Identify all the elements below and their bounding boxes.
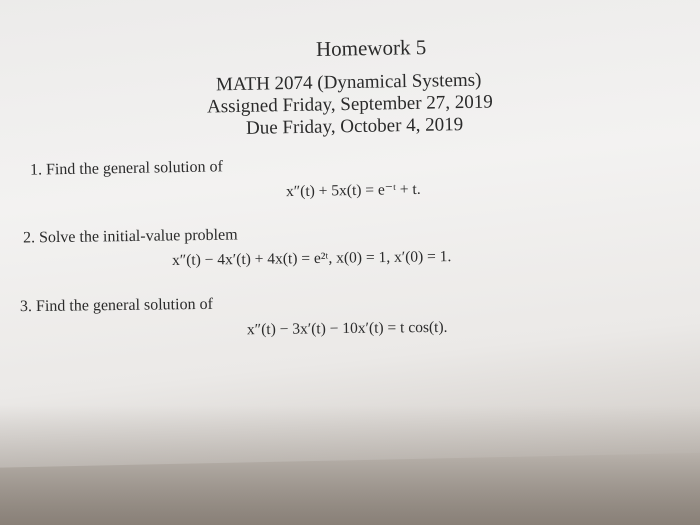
- problem-2-label: 2. Solve the initial-value problem: [22, 226, 238, 247]
- course-name: MATH 2074 (Dynamical Systems): [215, 69, 482, 96]
- problem-1-label: 1. Find the general solution of: [29, 158, 223, 179]
- document-title: Homework 5: [315, 35, 427, 61]
- due-date: Due Friday, October 4, 2019: [245, 114, 464, 139]
- problem-1-equation: x″(t) + 5x(t) = e⁻ᵗ + t.: [285, 180, 421, 201]
- assigned-date: Assigned Friday, September 27, 2019: [206, 91, 494, 118]
- problem-2-equation: x″(t) − 4x′(t) + 4x(t) = e²ᵗ, x(0) = 1, x′(0) = 1.: [171, 248, 452, 269]
- problem-3-label: 3. Find the general solution of: [19, 295, 213, 316]
- problem-3-equation: x″(t) − 3x′(t) − 10x′(t) = t cos(t).: [246, 318, 448, 339]
